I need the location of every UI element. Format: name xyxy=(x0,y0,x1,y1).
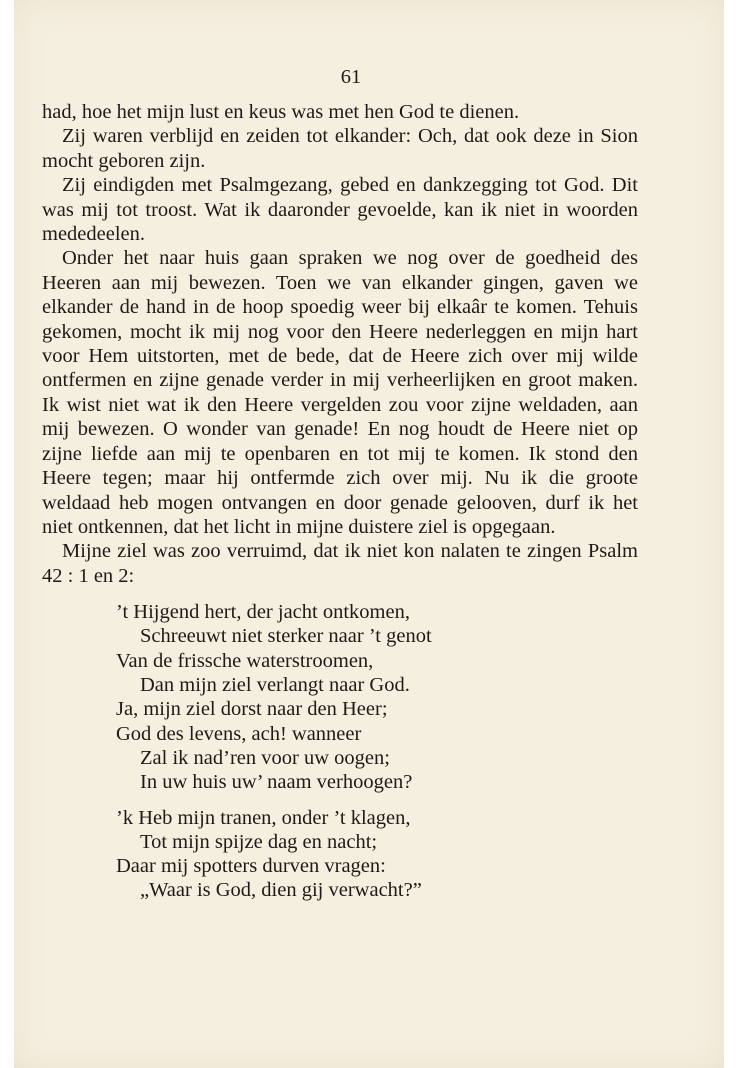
verse-line: In uw huis uw’ naam verhoogen? xyxy=(140,771,413,794)
verse-line: Zal ik nad’ren voor uw oogen; xyxy=(140,746,390,769)
page-number: 61 xyxy=(340,66,362,88)
psalm-stanza-2 xyxy=(42,806,638,903)
verse-line: Van de frissche waterstroomen, xyxy=(116,649,374,672)
verse-line: Tot mijn spijze dag en nacht; xyxy=(140,830,378,853)
paragraph-1: had, hoe het mijn lust en keus was met hen God te dienen. xyxy=(42,101,520,123)
paragraph-2: Zij waren verblijd en zeiden tot elkander: Och, dat ook deze in Sion mocht geboren zijn. xyxy=(42,125,638,172)
verse-line: „Waar is God, dien gij verwacht?” xyxy=(140,879,422,902)
verse-line: Dan mijn ziel verlangt naar God. xyxy=(140,674,410,697)
paragraph-4: Onder het naar huis gaan spraken we nog over de goedheid des Heeren aan mij bewezen. Toen we van elkander gingen, gaven we elkander de hand in de hoop spoedig weer bij elkaâr te komen. Tehuis gekomen, mocht ik mij nog voor den Heere nederleggen en mijn hart voor Hem uitstorten, met de bede, dat de Heere zich over mij wilde ontfermen en zijne genade verder in mij verheerlijken en groot maken. Ik wist niet wat ik den Heere vergelden zou voor zijne weldaden, aan mij bewezen. O wonder van genade! En nog houdt de Heere niet op zijne liefde aan mij te openbaren en tot mij te komen. Ik stond den Heere tegen; maar hij ontfermde zich over mij. Nu ik die groote weldaad heb mogen ontvangen en door genade gelooven, durf ik het niet ontkennen, dat het licht in mijne duistere ziel is opgegaan. xyxy=(42,247,638,538)
verse-line: Ja, mijn ziel dorst naar den Heer; xyxy=(116,698,388,721)
verse-line: Daar mij spotters durven vragen: xyxy=(116,855,386,878)
page-text xyxy=(42,66,638,903)
verse-line: God des levens, ach! wanneer xyxy=(116,722,362,745)
verse-line: Schreeuwt niet sterker naar ’t genot xyxy=(140,625,432,648)
psalm-stanza-1 xyxy=(42,600,638,794)
book-page xyxy=(14,0,724,1068)
paragraph-3: Zij eindigden met Psalmgezang, gebed en dankzegging tot God. Dit was mij tot troost. Wat ik daaronder gevoelde, kan ik niet in woorden mededeelen. xyxy=(42,174,638,246)
paragraph-5: Mijne ziel was zoo verruimd, dat ik niet kon nalaten te zingen Psalm 42 : 1 en 2: xyxy=(42,540,638,587)
verse-line: ’t Hijgend hert, der jacht ontkomen, xyxy=(116,601,410,624)
verse-line: ’k Heb mijn tranen, onder ’t klagen, xyxy=(116,806,411,829)
